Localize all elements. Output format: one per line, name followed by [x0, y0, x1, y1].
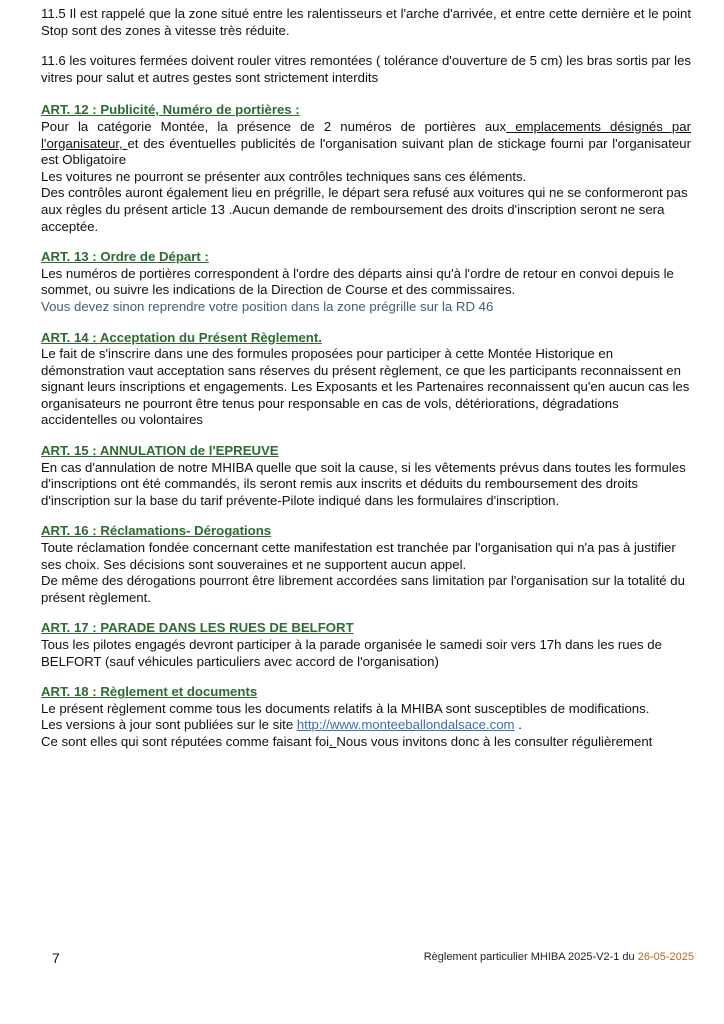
article-18-text3-underlined: . — [329, 733, 337, 749]
article-13-heading: ART. 13 : Ordre de Départ : — [41, 249, 209, 265]
article-17 — [41, 620, 691, 670]
article-18-text3-a: Ce sont elles qui sont réputées comme faisant foi — [41, 733, 330, 749]
article-14 — [41, 330, 691, 430]
article-14-text: Le fait de s'inscrire dans une des formules proposées pour participer à cette Montée Historique en démonstration vaut acceptation sans réserves du présent règlement, ce que les participants reconnaissent en signant leurs inscriptions et engagements. Les Exposants et les Partenaires reconnaissent qu'en aucun cas les organisateurs ne pourront être tenus pour responsable en cas de vols, détériorations, dégradations accidentelles ou volontaires — [41, 346, 690, 428]
footer-document-label — [424, 951, 694, 963]
article-15 — [41, 443, 691, 509]
article-16-text: Toute réclamation fondée concernant cette manifestation est tranchée par l'organisation qui n'a pas à justifier ses choix. Ses décisions sont souveraines et ne supportent aucun appel. — [41, 540, 676, 572]
article-12-line-2: Les voitures ne pourront se présenter aux contrôles techniques sans ces éléments. — [41, 168, 527, 184]
article-18-site-prefix: Les versions à jour sont publiées sur le site — [41, 717, 297, 733]
article-16 — [41, 523, 691, 606]
paragraph-11-5: 11.5 Il est rappelé que la zone situé entre les ralentisseurs et l'arche d'arrivée, et entre cette dernière et le point Stop sont des zones à vitesse très réduite. — [41, 6, 691, 38]
article-18-site-suffix: . — [514, 717, 522, 733]
paragraph-11-6: 11.6 les voitures fermées doivent rouler vitres remontées ( tolérance d'ouverture de 5 cm) les bras sortis par les vitres pour salut et autres gestes sont strictement interdits — [41, 53, 691, 85]
article-16-heading: ART. 16 : Réclamations- Dérogations — [41, 523, 272, 539]
article-18-heading: ART. 18 : Règlement et documents — [41, 684, 258, 700]
article-17-text: Tous les pilotes engagés devront participer à la parade organisée le samedi soir vers 17h dans les rues de BELFORT (sauf véhicules particuliers avec accord de l'organisation) — [41, 637, 662, 669]
article-18-text3-b: Nous vous invitons donc à les consulter régulièrement — [336, 733, 653, 749]
article-13-note: Vous devez sinon reprendre votre position dans la zone prégrille sur la RD 46 — [41, 298, 494, 314]
footer-date: 26-05-2025 — [637, 951, 694, 963]
page-number: 7 — [52, 950, 60, 966]
article-12-underlined-text: emplacements désignés par l'organisateur, — [41, 118, 691, 151]
article-13-text: Les numéros de portières correspondent à l'ordre des départs ainsi qu'à l'ordre de retour en convoi depuis le sommet, ou suivre les indications de la Direction de Course et des commissaires. — [41, 265, 674, 298]
document-body — [41, 6, 691, 765]
article-18-site-line — [41, 717, 691, 734]
article-16-text-2: De même des dérogations pourront être librement accordées sans limitation par l'organisation sur la totalité du présent règlement. — [41, 573, 685, 605]
article-12-text-b: et des éventuelles publicités de l'organisation suivant plan de stickage fourni par l'organisateur est Obligatoire — [41, 135, 691, 168]
website-link[interactable]: http://www.monteeballondalsace.com — [296, 717, 515, 733]
article-14-heading: ART. 14 : Acceptation du Présent Règlement. — [41, 329, 322, 345]
footer-doc-label: Règlement particulier MHIBA 2025-V2-1 du — [423, 951, 638, 963]
article-18-line-3 — [41, 734, 691, 751]
article-15-heading: ART. 15 : ANNULATION de l'EPREUVE — [41, 443, 279, 459]
article-13 — [41, 249, 691, 315]
article-15-text: En cas d'annulation de notre MHIBA quelle que soit la cause, si les vêtements prévus dans toutes les formules d'inscriptions ont été commandés, ils seront remis aux inscrits et déduits du remboursement des droits d'inscription sur la base du tarif prévente-Pilote indiqué dans les formulaires d'inscription. — [41, 459, 686, 508]
article-12-line-3: Des contrôles auront également lieu en prégrille, le départ sera refusé aux voitures qui ne se conformeront pas aux règles du présent article 13 .Aucun demande de remboursement des droits d'inscription seront ne sera acceptée. — [41, 185, 688, 234]
article-18-text: Le présent règlement comme tous les documents relatifs à la MHIBA sont susceptibles de modifications. — [41, 700, 650, 716]
article-18 — [41, 684, 691, 750]
article-17-heading: ART. 17 : PARADE DANS LES RUES DE BELFORT — [41, 620, 354, 636]
article-12-text-a: Pour la catégorie Montée, la présence de 2 numéros de portières aux — [41, 118, 507, 134]
article-12-heading: ART. 12 : Publicité, Numéro de portières : — [41, 102, 300, 118]
article-12-paragraph — [41, 119, 691, 169]
article-12 — [41, 102, 691, 235]
